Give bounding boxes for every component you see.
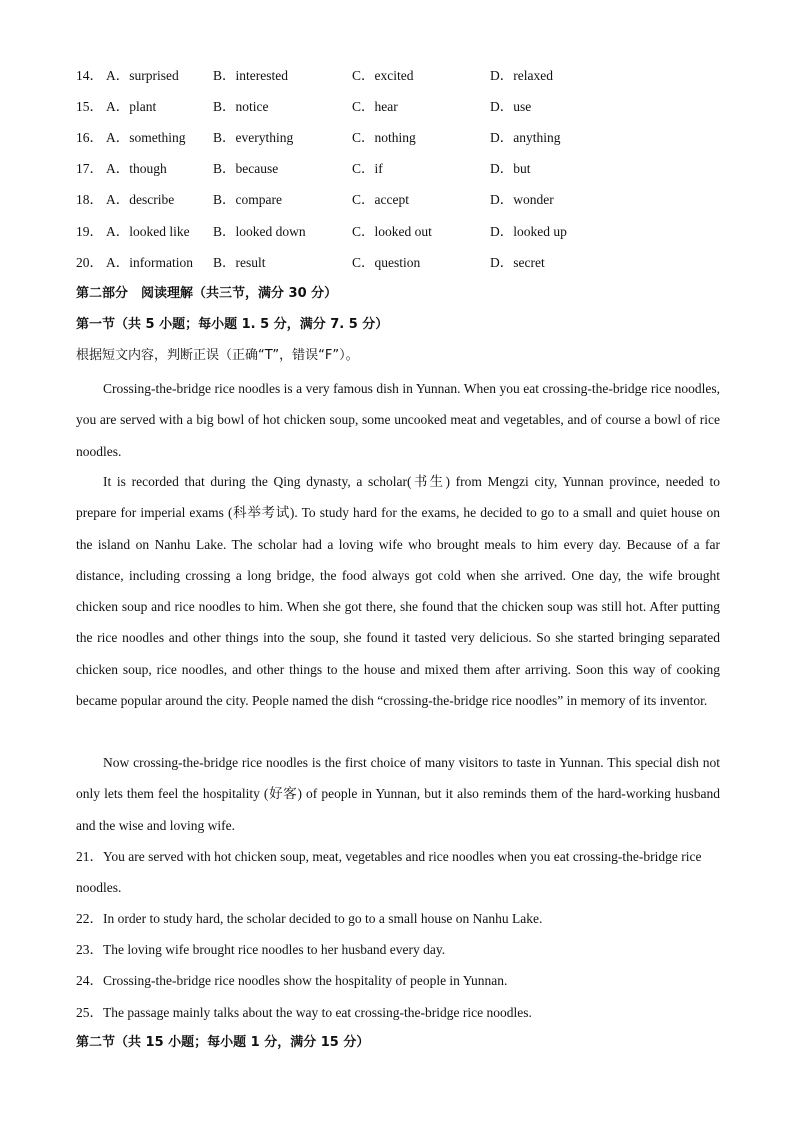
part-two-heading: 第二部分 阅读理解（共三节，满分 30 分）	[76, 286, 338, 301]
statement-item: 24．Crossing-the-bridge rice noodles show the hospitality of people in Yunnan.	[76, 973, 508, 988]
section-one-heading: 第一节（共 5 小题；每小题 1. 5 分，满分 7. 5 分）	[76, 317, 389, 332]
option-b: B．interested	[213, 68, 288, 83]
choice-row	[76, 190, 720, 210]
option-c: C．hear	[352, 99, 398, 114]
option-d: D．relaxed	[490, 68, 553, 83]
option-a: A．looked like	[106, 224, 190, 239]
option-c: C．question	[352, 255, 421, 270]
passage-paragraph: It is recorded that during the Qing dynasty, a scholar(书生) from Mengzi city, Yunnan province, needed to prepare for imperial exams (科举考试). To study hard for the exams, he decided to go to a small and quiet house on the island on Nanhu Lake. The scholar had a loving wife who brought meals to him every day. Because of a far distance, including crossing a long bridge, the food always got cold when she arrived. One day, the wife brought chicken soup and rice noodles to him. When she got there, she found that the chicken soup was still hot. After putting the rice noodles and other things into the soup, she found it tasted very delicious. So she started bringing separated chicken soup, rice noodles, and other things to the house and mixed them after arriving. Soon this way of cooking became popular around the city. People named the dish “crossing-the-bridge rice noodles” in memory of its inventor.	[76, 474, 720, 709]
option-d: D．use	[490, 99, 532, 114]
choice-row	[76, 159, 720, 179]
option-b: B．because	[213, 161, 279, 176]
statement-item: 23．The loving wife brought rice noodles to her husband every day.	[76, 942, 446, 957]
statement-item: 25．The passage mainly talks about the way to eat crossing-the-bridge rice noodles.	[76, 1005, 532, 1020]
question-number: 20．	[76, 255, 103, 270]
option-a: A．surprised	[106, 68, 179, 83]
question-number: 15．	[76, 99, 103, 114]
option-d: D．secret	[490, 255, 545, 270]
option-b: B．everything	[213, 130, 294, 145]
option-b: B．notice	[213, 99, 269, 114]
question-number: 17．	[76, 161, 103, 176]
option-d: D．but	[490, 161, 531, 176]
option-c: C．nothing	[352, 130, 416, 145]
question-number: 18．	[76, 192, 103, 207]
option-c: C．excited	[352, 68, 414, 83]
choice-row	[76, 66, 720, 86]
option-b: B．result	[213, 255, 266, 270]
option-c: C．accept	[352, 192, 409, 207]
option-b: B．looked down	[213, 224, 306, 239]
option-c: C．if	[352, 161, 383, 176]
option-b: B．compare	[213, 192, 282, 207]
passage-paragraph: Now crossing-the-bridge rice noodles is the first choice of many visitors to taste in Yunnan. This special dish not only lets them feel the hospitality (好客) of people in Yunnan, but it also reminds them of the hard-working husband and the wise and loving wife.	[76, 755, 720, 833]
option-c: C．looked out	[352, 224, 432, 239]
choice-row	[76, 97, 720, 117]
statement-item: 22．In order to study hard, the scholar decided to go to a small house on Nanhu Lake.	[76, 911, 543, 926]
instruction-text: 根据短文内容，判断正误（正确“T”，错误“F”）。	[76, 348, 359, 363]
choice-row	[76, 128, 720, 148]
question-number: 16．	[76, 130, 103, 145]
option-a: A．describe	[106, 192, 175, 207]
option-a: A．something	[106, 130, 186, 145]
passage-paragraph: Crossing-the-bridge rice noodles is a very famous dish in Yunnan. When you eat crossing-the-bridge rice noodles, you are served with a big bowl of hot chicken soup, some uncooked meat and vegetables, and of course a bowl of rice noodles.	[76, 381, 720, 459]
section-two-heading: 第二节（共 15 小题；每小题 1 分，满分 15 分）	[76, 1035, 370, 1050]
statement-item: 21．You are served with hot chicken soup, meat, vegetables and rice noodles when you eat crossing-the-bridge rice noodles.	[76, 849, 702, 895]
question-number: 14．	[76, 68, 103, 83]
option-d: D．wonder	[490, 192, 554, 207]
option-a: A．information	[106, 255, 193, 270]
option-d: D．anything	[490, 130, 561, 145]
option-a: A．plant	[106, 99, 157, 114]
option-d: D．looked up	[490, 224, 567, 239]
question-number: 19．	[76, 224, 103, 239]
choice-row	[76, 253, 720, 273]
choice-row	[76, 222, 720, 242]
option-a: A．though	[106, 161, 167, 176]
